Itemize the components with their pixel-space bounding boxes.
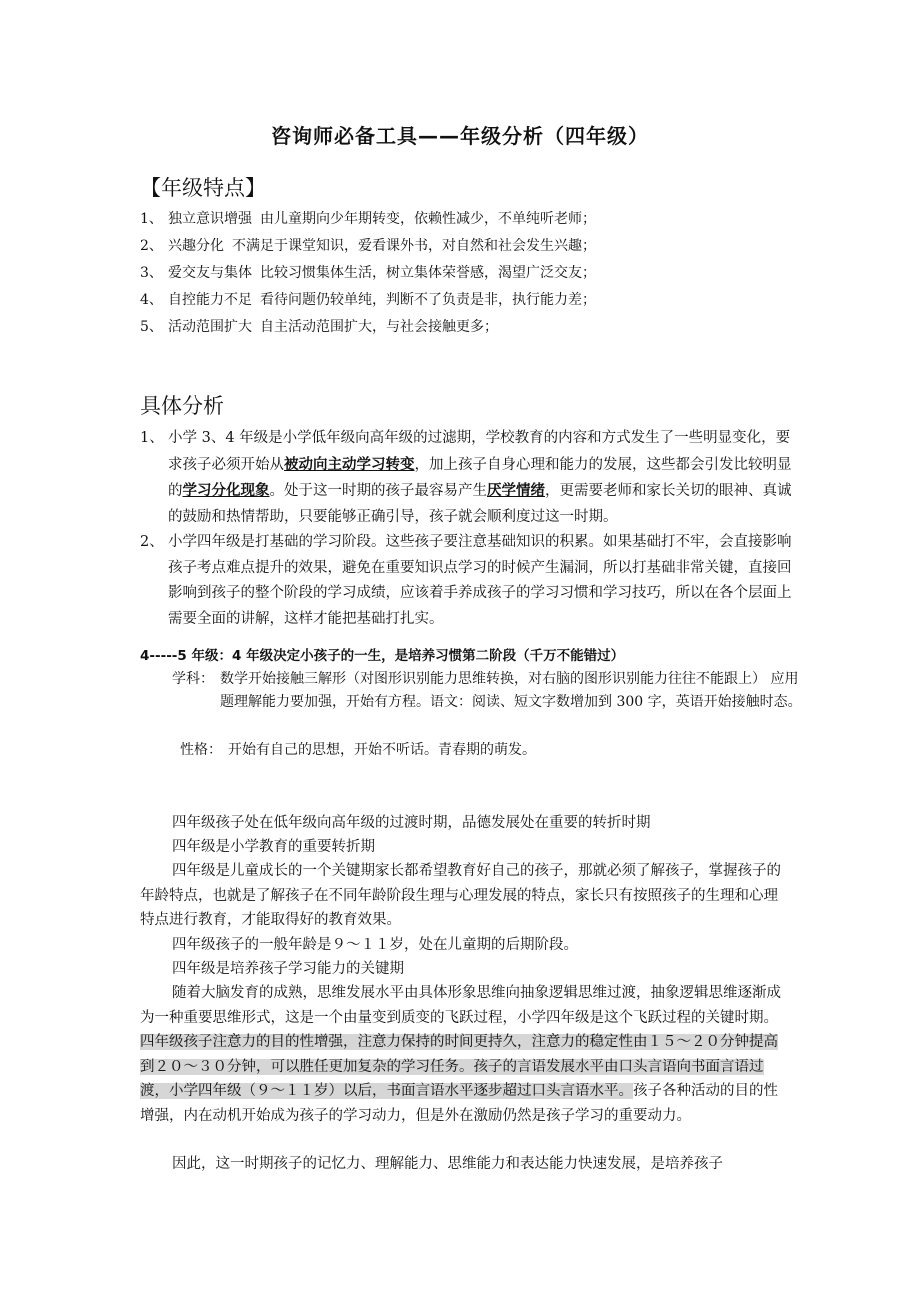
feature-text: 由儿童期向少年期转变，依赖性减少，不单纯听老师； xyxy=(260,211,596,227)
paragraph: 四年级是儿童成长的一个关键期家长都希望教育好自己的孩子，那就必须了解孩子，掌握孩子的年龄特点，也就是了解孩子在不同年龄阶段生理与心理发展的特点，家长只有按照孩子的生理和心理特点进行教育，才能取得好的教育效果。 xyxy=(140,863,781,928)
list-number: 1、 xyxy=(140,211,163,227)
personality-label: 性格： xyxy=(180,742,222,758)
analysis-heading: 具体分析 xyxy=(140,394,224,418)
feature-keyword: 兴趣分化 xyxy=(168,238,224,254)
list-number: 2、 xyxy=(140,534,164,550)
page-title: 咨询师必备工具——年级分析（四年级） xyxy=(271,124,649,148)
list-number: 1、 xyxy=(140,430,164,446)
list-item xyxy=(140,530,800,632)
analysis-text: 。处于这一时期的孩子最容易产生 xyxy=(269,483,487,499)
feature-keyword: 爱交友与集体 xyxy=(168,265,252,281)
analysis-text: 小学四年级是打基础的学习阶段。这些孩子要注意基础知识的积累。如果基础打不牢，会直接影响孩子考点难点提升的效果，避免在重要知识点学习的时候产生漏洞，所以打基础非常关键，直接回影响到孩子的整个阶段的学习成绩，应该着手养成孩子的学习习惯和学习技巧，所以在各个层面上需要全面的讲解，这样才能把基础打扎实。 xyxy=(168,534,792,627)
list-item xyxy=(140,287,800,314)
paragraph-text: 孩子各种活动的目的性增强，内在动机开始成为孩子的学习动力，但是外在激励仍然是孩子学习的重要动力。 xyxy=(140,1083,778,1124)
feature-keyword: 活动范围扩大 xyxy=(168,319,252,335)
feature-text: 看待问题仍较单纯，判断不了负责是非，执行能力差； xyxy=(260,292,596,308)
paragraph: 四年级是培养孩子学习能力的关键期 xyxy=(172,961,404,977)
list-number: 3、 xyxy=(140,265,163,281)
analysis-text: 小学 3、4 年级是小学低年级向高年级的过滤期，学校教育的内容和方式发生了一些明显变化，要求孩子必须开始从 xyxy=(168,430,791,473)
personality-block xyxy=(180,739,810,762)
list-number: 5、 xyxy=(140,319,163,335)
paragraph xyxy=(140,981,782,1128)
key-phrase: 学习分化现象 xyxy=(182,482,270,499)
feature-keyword: 自控能力不足 xyxy=(168,292,252,308)
grade-heading: 4-----5 年级：4 年级决定小孩子的一生，是培养习惯第二阶段（千万不能错过） xyxy=(140,648,625,664)
analysis-text: ，更需要老师和家长关切的眼神、真诚的鼓励和热情帮助，只要能够正确引导，孩子就会顺利度过这一时期。 xyxy=(168,483,792,525)
highlighted-text: 四年级孩子注意力的目的性增强，注意力保持的时间更持久，注意力的稳定性由１５～２０分钟提高到２０～３０分钟，可以胜任更加复杂的学习任务。孩子的言语发展水平由口头言语向书面言语过渡，小学四年级（９～１１岁）以后，书面言语水平逐步超过口头言语水平。 xyxy=(140,1034,778,1099)
personality-text: 开始有自己的思想，开始不听话。青春期的萌发。 xyxy=(228,742,536,758)
feature-keyword: 独立意识增强 xyxy=(168,211,252,227)
paragraph: 四年级是小学教育的重要转折期 xyxy=(172,839,375,855)
feature-text: 自主活动范围扩大，与社会接触更多； xyxy=(260,319,498,335)
key-phrase: 厌学情绪 xyxy=(487,482,545,499)
paragraph-text: 随着大脑发育的成熟，思维发展水平由具体形象思维向抽象逻辑思维过渡，抽象逻辑思维逐渐成为一种重要思维形式，这是一个由量变到质变的飞跃过程，小学四年级是这个飞跃过程的关键时期。 xyxy=(140,985,781,1026)
list-item xyxy=(140,233,800,260)
paragraph: 因此，这一时期孩子的记忆力、理解能力、思维能力和表达能力快速发展，是培养孩子 xyxy=(172,1156,723,1172)
analysis-list xyxy=(140,426,800,632)
list-item xyxy=(140,260,800,287)
list-item xyxy=(140,314,800,341)
features-list xyxy=(140,206,800,341)
subject-label: 学科： xyxy=(172,671,214,687)
features-heading: 【年级特点】 xyxy=(140,176,266,200)
list-number: 4、 xyxy=(140,292,163,308)
subject-block xyxy=(172,668,802,714)
analysis-text: ，加上孩子自身心理和能力的发展，这些都会引发比较明显的 xyxy=(168,456,792,499)
paragraph: 四年级孩子的一般年龄是９～１１岁，处在儿童期的后期阶段。 xyxy=(172,937,578,953)
feature-text: 比较习惯集体生活，树立集体荣誉感，渴望广泛交友； xyxy=(260,265,596,281)
feature-text: 不满足于课堂知识，爱看课外书，对自然和社会发生兴趣； xyxy=(232,238,596,254)
list-number: 2、 xyxy=(140,238,163,254)
paragraph: 四年级孩子处在低年级向高年级的过渡时期，品德发展处在重要的转折时期 xyxy=(172,815,651,831)
subject-text: 数学开始接触三解形（对图形识别能力思维转换，对右脑的图形识别能力往往不能跟上） 应用题理解能力要加强，开始有方程。语文：阅读、短文字数增加到 300 字，英语开始接触时态。 xyxy=(220,671,802,710)
list-item xyxy=(140,206,800,233)
key-phrase: 被动向主动学习转变 xyxy=(284,455,415,473)
list-item xyxy=(140,426,800,530)
